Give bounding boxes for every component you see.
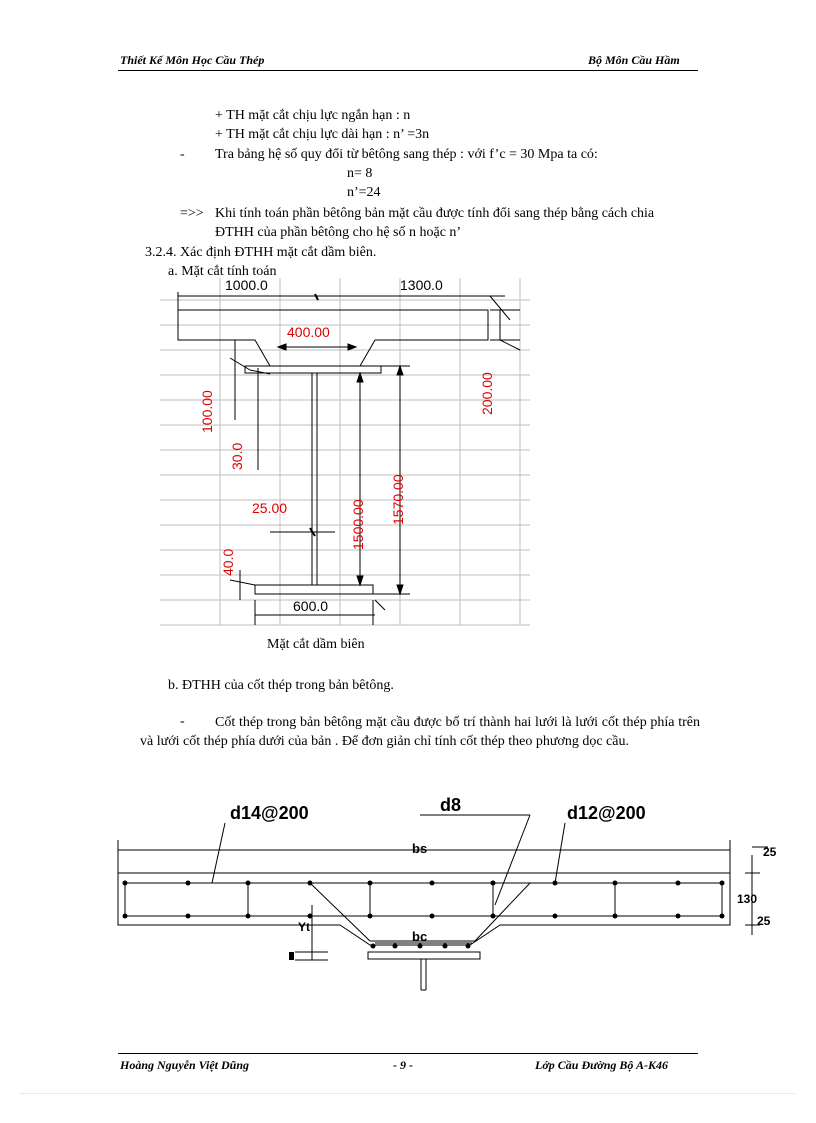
bullet-dash: - <box>180 147 185 162</box>
header-right: Bộ Môn Cầu Hầm <box>588 53 680 67</box>
dim-400: 400.00 <box>287 324 330 340</box>
label-bc: bc <box>412 929 428 944</box>
text-n-prime-value: n’=24 <box>347 185 381 200</box>
dim-30: 30.0 <box>229 442 245 470</box>
label-d8: d8 <box>440 795 462 815</box>
dim-cover-bottom: 25 <box>757 914 771 928</box>
dim-cover-top: 25 <box>763 845 777 859</box>
footer-page-number: - 9 - <box>393 1058 413 1072</box>
dim-25: 25.00 <box>252 500 288 516</box>
paragraph-bullet: - <box>180 714 185 729</box>
paragraph-rebar: Cốt thép trong bản bêtông mặt cầu được bố trí thành hai lưới là lưới cốt thép phía trên và lưới cốt thép phía dưới của bản . Để đơn giản chỉ tính cốt thép theo phương dọc cầu. <box>140 715 700 749</box>
header-rule <box>118 70 698 71</box>
label-d12: d12@200 <box>567 803 646 823</box>
subheading-a: a. Mặt cắt tính toán <box>168 264 277 279</box>
label-yt: Yt <box>298 920 310 934</box>
slab-rebar-outline <box>118 815 768 990</box>
footer-class: Lớp Cầu Đường Bộ A-K46 <box>535 1058 668 1072</box>
text-line-long-term: + TH mặt cắt chịu lực dài hạn : n’ =3n <box>215 127 430 142</box>
dim-40: 40.0 <box>220 548 236 576</box>
text-line-calc-cont: ĐTHH của phần bêtông cho hệ số n hoặc n’ <box>215 225 462 240</box>
background-grid <box>160 278 530 625</box>
footer-rule <box>118 1053 698 1054</box>
footer-author: Hoàng Nguyễn Việt Dũng <box>120 1058 250 1072</box>
dim-1500: 1500.00 <box>350 499 366 550</box>
dim-slab-130: 130 <box>737 892 758 906</box>
dim-100: 100.00 <box>199 390 215 433</box>
text-line-conversion: Tra bảng hệ số quy đổi từ bêtông sang thép : với f’c = 30 Mpa ta có: <box>215 147 598 162</box>
text-line-short-term: + TH mặt cắt chịu lực ngắn hạn : n <box>215 108 411 123</box>
subheading-b: b. ĐTHH của cốt thép trong bản bêtông. <box>168 678 394 693</box>
dim-600: 600.0 <box>293 598 329 614</box>
dim-1570: 1570.00 <box>390 474 406 525</box>
rebar-dots <box>123 881 725 961</box>
label-bs: bs <box>412 841 428 856</box>
dim-1300: 1300.0 <box>400 277 443 293</box>
figure-caption: Mặt cắt dầm biên <box>267 637 365 652</box>
rebar-layout-figure <box>100 795 800 1000</box>
section-heading: 3.2.4. Xác định ĐTHH mặt cắt dầm biên. <box>145 245 377 260</box>
girder-section-figure <box>160 270 540 670</box>
arrow-marker: =>> <box>180 206 204 221</box>
page-bottom-dotted-line <box>20 1093 796 1094</box>
dim-200: 200.00 <box>479 372 495 415</box>
text-n-value: n= 8 <box>347 166 373 181</box>
header-left: Thiết Kế Môn Học Cầu Thép <box>120 53 265 67</box>
label-d14: d14@200 <box>230 803 309 823</box>
text-line-calc: Khi tính toán phần bêtông bản mặt cầu được tính đổi sang thép bằng cách chia <box>215 206 655 221</box>
dim-1000: 1000.0 <box>225 277 268 293</box>
